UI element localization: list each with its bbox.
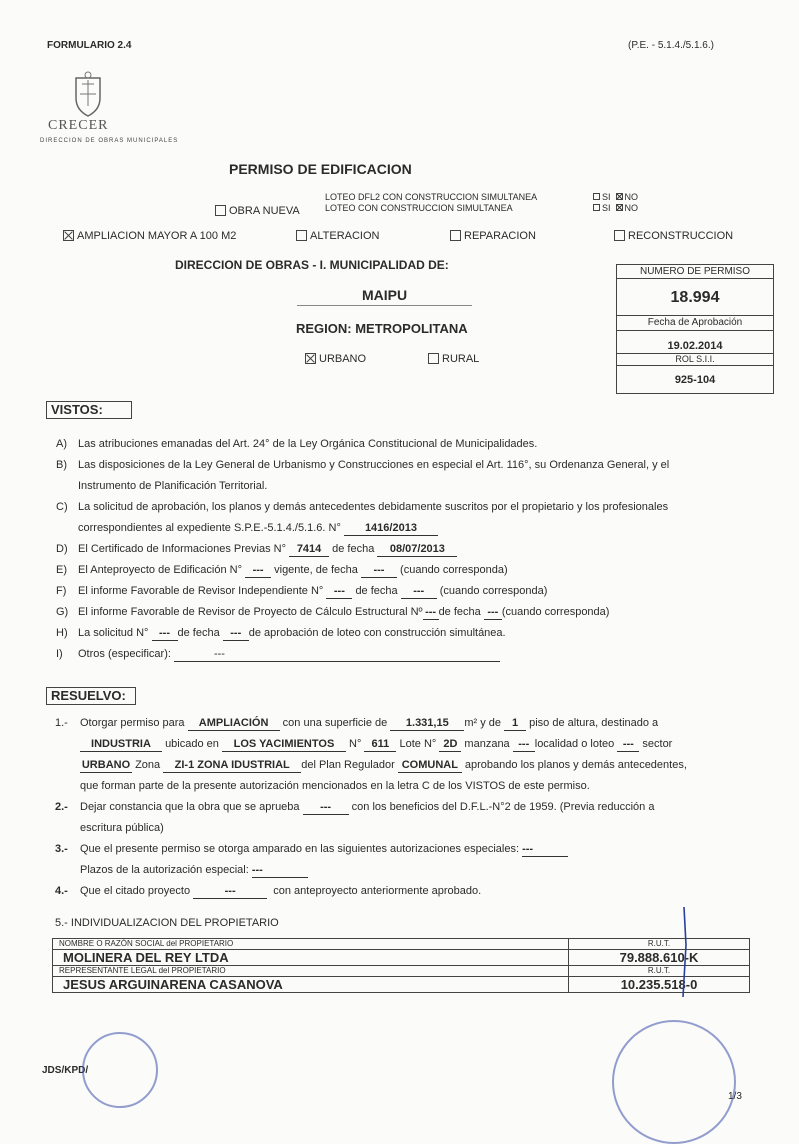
item-text: escritura pública) (80, 822, 164, 834)
loteo-dfl2-label: LOTEO DFL2 CON CONSTRUCCION SIMULTANEA (325, 192, 538, 202)
ampliacion-option[interactable] (63, 230, 236, 242)
vistos-h (56, 623, 669, 644)
reconstruccion-option[interactable] (614, 230, 733, 242)
no-label: NO (624, 192, 639, 202)
item-text: El Certificado de Informaciones Previas N° (78, 543, 286, 555)
item-text: Otros (especificar): (78, 648, 171, 660)
urbano-checkbox[interactable] (305, 353, 316, 364)
resuelvo-4 (55, 881, 687, 902)
item-text: localidad o loteo (534, 738, 615, 750)
rep-rut-label: R.U.T. (569, 966, 750, 977)
initials: JDS/KPD/ (42, 1065, 89, 1076)
reparacion-label: REPARACION (464, 230, 536, 242)
si-label: SI (602, 203, 611, 213)
expediente-value: 1416/2013 (344, 522, 438, 536)
municipio: MAIPU (297, 287, 472, 306)
tipo-value: AMPLIACIÓN (188, 717, 280, 731)
item-text: con una superficie de (282, 717, 388, 729)
vistos-a (56, 434, 669, 455)
superficie-value: 1.331,15 (390, 717, 464, 731)
cip-date: 08/07/2013 (377, 543, 457, 557)
item-key: 3.- (55, 843, 68, 855)
vistos-b-cont (56, 476, 669, 497)
item-text: Dejar constancia que la obra que se aprueba (80, 801, 300, 813)
item-text: Las atribuciones emanadas del Art. 24° de la Ley Orgánica Constitucional de Municipalidades. (78, 438, 538, 450)
item-key: C) (56, 501, 68, 513)
rol-number: 925-104 (674, 374, 716, 386)
resuelvo-3-cont (55, 860, 687, 881)
obra-nueva-option[interactable] (215, 205, 300, 217)
vistos-c-cont (56, 518, 669, 539)
reparacion-checkbox[interactable] (450, 230, 461, 241)
field-value: --- (152, 627, 178, 641)
representante-value: JESUS ARGUINARENA CASANOVA (53, 977, 569, 993)
loteo-simultanea-no-checkbox[interactable] (616, 204, 623, 211)
rut-value: 79.888.610-K (569, 950, 750, 966)
pisos-value: 1 (504, 717, 526, 731)
item-text: Que el citado proyecto (80, 885, 191, 897)
page-title: PERMISO DE EDIFICACION (229, 161, 412, 177)
loteo-simultanea-si-checkbox[interactable] (593, 204, 600, 211)
item-key: H) (56, 627, 68, 639)
item-text: con anteproyecto anteriormente aprobado. (273, 885, 482, 897)
field-value: --- (193, 885, 267, 899)
numero-value: 611 (364, 738, 396, 752)
item-key: E) (56, 564, 67, 576)
item-text: que forman parte de la presente autorización mencionados en la letra C de los VISTOS de este permiso. (80, 780, 590, 792)
resuelvo-list (55, 713, 687, 902)
item-text: correspondientes al expediente S.P.E.-5.1.4./5.1.6. N° (78, 522, 341, 534)
plan-value: COMUNAL (398, 759, 462, 773)
loteo-block (325, 192, 537, 214)
resuelvo-heading: RESUELVO: (46, 687, 136, 705)
item-text: de fecha (355, 585, 398, 597)
item-text: Zona (135, 759, 161, 771)
calle-value: LOS YACIMIENTOS (222, 738, 346, 752)
item-text: Otorgar permiso para (80, 717, 185, 729)
reconstruccion-label: RECONSTRUCCION (628, 230, 734, 242)
item-text: de fecha (177, 627, 220, 639)
loteo-simultanea-label: LOTEO CON CONSTRUCCION SIMULTANEA (325, 203, 513, 213)
field-value: --- (174, 648, 500, 662)
municipal-stamp-left (82, 1032, 158, 1108)
item-text: El Anteproyecto de Edificación N° (78, 564, 242, 576)
cip-number: 7414 (289, 543, 329, 557)
item-text: de fecha (438, 606, 481, 618)
item-key: A) (56, 438, 67, 450)
alteracion-option[interactable] (296, 230, 379, 242)
item-text: aprobando los planos y demás antecedentes, (464, 759, 687, 771)
field-value: --- (252, 864, 308, 878)
field-value: --- (326, 585, 352, 599)
owner-table (52, 938, 750, 993)
item-text: vigente, de fecha (274, 564, 358, 576)
obra-nueva-label: OBRA NUEVA (229, 205, 300, 217)
loteo-dfl2-no-checkbox[interactable] (616, 193, 623, 200)
form-code: (P.E. - 5.1.4./5.1.6.) (628, 40, 714, 51)
urbano-label: URBANO (319, 353, 367, 365)
nombre-label: NOMBRE O RAZÓN SOCIAL del PROPIETARIO (53, 939, 569, 950)
item-key: 1.- (55, 717, 68, 729)
loteo-dfl2-si-checkbox[interactable] (593, 193, 600, 200)
field-value: --- (423, 606, 439, 620)
item-text: Plazos de la autorización especial: (80, 864, 249, 876)
item-text: (cuando corresponda) (501, 606, 610, 618)
no-label: NO (624, 203, 639, 213)
vistos-e (56, 560, 669, 581)
item-text: manzana (464, 738, 510, 750)
resuelvo-1-line3 (55, 755, 687, 776)
item-text: de fecha (332, 543, 375, 555)
approval-date-label: Fecha de Aprobación (617, 316, 773, 331)
resuelvo-3 (55, 839, 687, 860)
reparacion-option[interactable] (450, 230, 536, 242)
direccion-heading: DIRECCION DE OBRAS - I. MUNICIPALIDAD DE: (175, 258, 449, 272)
signature-stroke-icon (670, 905, 700, 1000)
approval-date: 19.02.2014 (667, 340, 723, 352)
item-text: Las disposiciones de la Ley General de Urbanismo y Construcciones en especial el Art. 116°, su Ordenanza General, y el (78, 459, 670, 471)
item-text: de aprobación de loteo con construcción simultánea. (248, 627, 506, 639)
vistos-f (56, 581, 669, 602)
reconstruccion-checkbox[interactable] (614, 230, 625, 241)
permit-number-label: NUMERO DE PERMISO (617, 265, 773, 279)
municipal-stamp-right (612, 1020, 736, 1144)
logo-brand: CRECER (48, 118, 109, 133)
field-value: --- (223, 627, 249, 641)
item-key: B) (56, 459, 67, 471)
representante-label: REPRESENTANTE LEGAL del PROPIETARIO (53, 966, 569, 977)
resuelvo-2 (55, 797, 687, 818)
item-text: (cuando corresponda) (439, 585, 548, 597)
item-text: Lote N° (399, 738, 437, 750)
rut-label: R.U.T. (569, 939, 750, 950)
rural-label: RURAL (442, 353, 480, 365)
vistos-b (56, 455, 669, 476)
logo-dept: DIRECCION DE OBRAS MUNICIPALES (40, 138, 179, 144)
item-text: piso de altura, destinado a (529, 717, 659, 729)
permit-number: 18.994 (617, 279, 773, 316)
nombre-value: MOLINERA DEL REY LTDA (53, 950, 569, 966)
municipal-logo (40, 70, 190, 144)
vistos-heading: VISTOS: (46, 401, 132, 419)
field-value: --- (303, 801, 349, 815)
resuelvo-1-line2 (55, 734, 687, 755)
item-text: (cuando corresponda) (400, 564, 508, 576)
vistos-list (56, 434, 669, 665)
item-key: F) (56, 585, 67, 597)
item-text: sector (642, 738, 673, 750)
ampliacion-label: AMPLIACION MAYOR A 100 M2 (77, 230, 237, 242)
item-key: I) (56, 648, 63, 660)
si-label: SI (602, 192, 611, 202)
vistos-c (56, 497, 669, 518)
resuelvo-1 (55, 713, 687, 734)
field-value: --- (522, 843, 568, 857)
rol-label: ROL S.I.I. (617, 353, 773, 366)
lote-value: 2D (439, 738, 461, 752)
obra-nueva-checkbox[interactable] (215, 205, 226, 216)
alteracion-checkbox[interactable] (296, 230, 307, 241)
rural-option[interactable] (428, 353, 479, 365)
field-value: --- (245, 564, 271, 578)
item-text: Instrumento de Planificación Territorial. (78, 480, 268, 492)
item-key: G) (56, 606, 69, 618)
item-key: 4.- (55, 885, 68, 897)
item-text: La solicitud N° (78, 627, 149, 639)
propietario-heading: 5.- INDIVIDUALIZACION DEL PROPIETARIO (55, 917, 279, 929)
item-text: El informe Favorable de Revisor de Proyecto de Cálculo Estructural Nº (78, 606, 423, 618)
item-key: D) (56, 543, 68, 555)
urbano-option[interactable] (305, 353, 366, 365)
form-number: FORMULARIO 2.4 (47, 40, 132, 51)
alteracion-label: ALTERACION (310, 230, 380, 242)
zona-value: ZI-1 ZONA IDUSTRIAL (163, 759, 301, 773)
item-text: N° (349, 738, 362, 750)
resuelvo-2-cont (55, 818, 687, 839)
item-key: 2.- (55, 801, 68, 813)
item-text: con los beneficios del D.F.L.-N°2 de 1959. (Previa reducción a (351, 801, 655, 813)
vistos-i (56, 644, 669, 665)
loteo-options (593, 192, 638, 214)
item-text: m² y de (464, 717, 501, 729)
resuelvo-1-line4 (55, 776, 687, 797)
region: REGION: METROPOLITANA (296, 321, 468, 336)
field-value: --- (361, 564, 397, 578)
sector-value: URBANO (81, 759, 131, 771)
item-text: El informe Favorable de Revisor Independiente N° (78, 585, 324, 597)
coat-of-arms-icon (68, 70, 108, 118)
destino-value: INDUSTRIA (80, 738, 162, 752)
item-text: del Plan Regulador (301, 759, 395, 771)
field-value: --- (484, 606, 502, 620)
rep-rut-value: 10.235.518-0 (569, 977, 750, 993)
vistos-d (56, 539, 669, 560)
item-text: ubicado en (165, 738, 219, 750)
loteo-value: --- (617, 738, 639, 752)
rural-checkbox[interactable] (428, 353, 439, 364)
item-text: Que el presente permiso se otorga amparado en las siguientes autorizaciones especiales: (80, 843, 520, 855)
ampliacion-checkbox[interactable] (63, 230, 74, 241)
permit-box (616, 264, 774, 394)
page-number: 1/3 (728, 1091, 742, 1102)
field-value: --- (401, 585, 437, 599)
vistos-g (56, 602, 669, 623)
item-text: La solicitud de aprobación, los planos y demás antecedentes debidamente suscritos por el propietario y los profesionales (78, 501, 669, 513)
manzana-value: --- (513, 738, 535, 752)
